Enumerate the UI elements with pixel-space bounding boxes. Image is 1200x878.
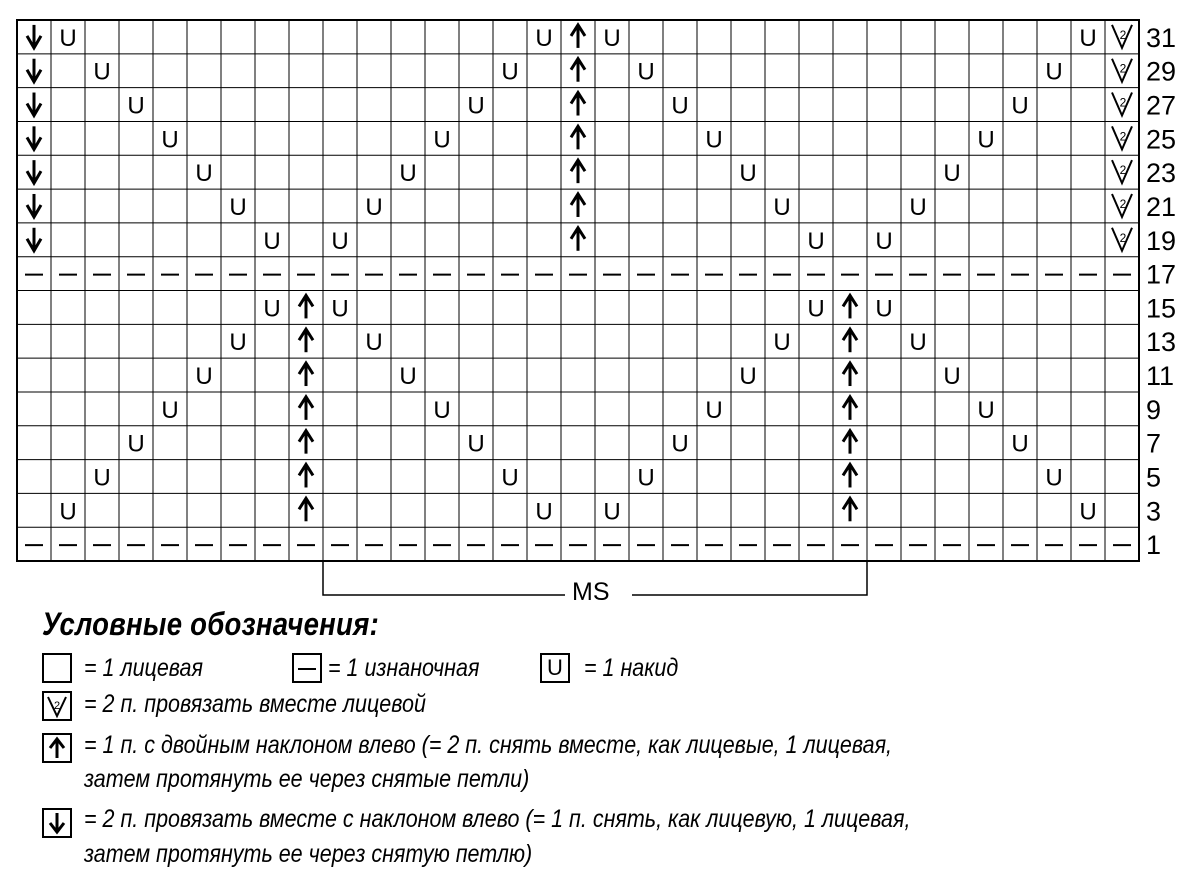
row-number-label: 25 (1146, 124, 1177, 155)
yarn-over-symbol: U (59, 498, 77, 526)
k2tog-number: 2 (1119, 95, 1127, 110)
legend-knit-text: = 1 лицевая (84, 654, 203, 682)
row-number-label: 5 (1146, 462, 1162, 493)
yarn-over-symbol: U (977, 126, 995, 154)
k2tog-symbol-box (42, 691, 72, 721)
yarn-over-symbol: U (807, 227, 825, 255)
legend-dec-up-text-2: затем протянуть ее через снятые петли) (84, 765, 530, 793)
yarn-over-symbol: U (603, 24, 621, 52)
ms-bracket-left (323, 561, 565, 595)
legend-dec-up-text-1: = 1 п. с двойным наклоном влево (= 2 п. снять вместе, как лицевые, 1 лицевая, (84, 731, 893, 759)
row-number-label: 17 (1146, 259, 1177, 290)
yo-icon: U (547, 655, 563, 680)
yarn-over-symbol: U (943, 363, 961, 391)
yarn-over-symbol: U (365, 193, 383, 221)
k2tog-icon (44, 693, 70, 719)
yarn-over-symbol: U (433, 126, 451, 154)
yarn-over-symbol: U (399, 363, 417, 391)
row-number-label: 23 (1146, 158, 1177, 189)
yarn-over-symbol: U (127, 92, 145, 120)
yarn-over-symbol: U (637, 58, 655, 86)
decrease-arrow-down-icon (44, 810, 70, 836)
ms-bracket-right (632, 561, 867, 595)
purl-symbol-box (292, 653, 322, 683)
yarn-over-symbol: U (1045, 464, 1063, 492)
yarn-over-symbol: U (195, 160, 213, 188)
yarn-over-symbol: U (1011, 430, 1029, 458)
yarn-over-symbol: U (127, 430, 145, 458)
yarn-over-symbol: U (365, 329, 383, 357)
legend-dec-down-text-1: = 2 п. провязать вместе с наклоном влево (= 1 п. снять, как лицевую, 1 лицевая, (84, 805, 911, 833)
yarn-over-symbol: U (875, 295, 893, 323)
yarn-over-symbol: U (773, 193, 791, 221)
yo-symbol-box (540, 653, 570, 683)
yarn-over-symbol: U (433, 396, 451, 424)
yarn-over-symbol: U (59, 24, 77, 52)
legend-dec-down-text-2: затем протянуть ее через снятую петлю) (84, 840, 533, 868)
legend-title: Условные обозначения: (42, 606, 379, 642)
yarn-over-symbol: U (467, 430, 485, 458)
ms-label: MS (572, 578, 610, 606)
yarn-over-symbol: U (331, 295, 349, 323)
yarn-over-symbol: U (535, 24, 553, 52)
yarn-over-symbol: U (161, 396, 179, 424)
yarn-over-symbol: U (1079, 24, 1097, 52)
legend-k2tog-text: = 2 п. провязать вместе лицевой (84, 690, 426, 718)
yarn-over-symbol: U (739, 160, 757, 188)
yarn-over-symbol: U (773, 329, 791, 357)
yarn-over-symbol: U (909, 193, 927, 221)
legend-purl-text: = 1 изнаночная (328, 654, 480, 682)
yarn-over-symbol: U (909, 329, 927, 357)
yarn-over-symbol: U (331, 227, 349, 255)
yarn-over-symbol: U (535, 498, 553, 526)
yarn-over-symbol: U (705, 126, 723, 154)
yarn-over-symbol: U (263, 227, 281, 255)
yarn-over-symbol: U (93, 464, 111, 492)
k2tog-number: 2 (1119, 129, 1127, 144)
row-number-label: 29 (1146, 56, 1177, 87)
k2tog-number: 2 (1119, 27, 1127, 42)
row-number-label: 31 (1146, 22, 1177, 53)
yarn-over-symbol: U (1045, 58, 1063, 86)
yarn-over-symbol: U (943, 160, 961, 188)
row-number-label: 27 (1146, 90, 1177, 121)
purl-icon (294, 655, 320, 681)
row-number-label: 19 (1146, 225, 1177, 256)
yarn-over-symbol: U (671, 430, 689, 458)
row-number-label: 1 (1146, 530, 1162, 561)
yarn-over-symbol: U (739, 363, 757, 391)
svg-text:2: 2 (53, 700, 61, 712)
yarn-over-symbol: U (229, 193, 247, 221)
yarn-over-symbol: U (467, 92, 485, 120)
yarn-over-symbol: U (399, 160, 417, 188)
yarn-over-symbol: U (637, 464, 655, 492)
k2tog-number: 2 (1119, 230, 1127, 245)
row-number-label: 7 (1146, 428, 1162, 459)
yarn-over-symbol: U (705, 396, 723, 424)
yarn-over-symbol: U (603, 498, 621, 526)
yarn-over-symbol: U (501, 464, 519, 492)
row-number-label: 11 (1146, 361, 1175, 392)
row-number-label: 13 (1146, 327, 1177, 358)
yarn-over-symbol: U (93, 58, 111, 86)
yarn-over-symbol: U (1011, 92, 1029, 120)
yarn-over-symbol: U (807, 295, 825, 323)
yarn-over-symbol: U (1079, 498, 1097, 526)
yarn-over-symbol: U (501, 58, 519, 86)
legend-yo-text: = 1 накид (584, 654, 679, 682)
yarn-over-symbol: U (671, 92, 689, 120)
yarn-over-symbol: U (229, 329, 247, 357)
row-number-label: 21 (1146, 191, 1177, 222)
k2tog-number: 2 (1119, 163, 1127, 178)
row-number-label: 9 (1146, 394, 1162, 425)
yarn-over-symbol: U (263, 295, 281, 323)
double-decrease-arrow-up-icon (44, 735, 70, 761)
dec-down-symbol-box (42, 808, 72, 838)
yarn-over-symbol: U (977, 396, 995, 424)
row-number-label: 15 (1146, 293, 1177, 324)
yarn-over-symbol: U (875, 227, 893, 255)
k2tog-number: 2 (1119, 61, 1127, 76)
yarn-over-symbol: U (195, 363, 213, 391)
yarn-over-symbol: U (161, 126, 179, 154)
dec-up-symbol-box (42, 733, 72, 763)
knit-symbol-box (42, 653, 72, 683)
k2tog-number: 2 (1119, 196, 1127, 211)
row-number-label: 3 (1146, 496, 1162, 527)
